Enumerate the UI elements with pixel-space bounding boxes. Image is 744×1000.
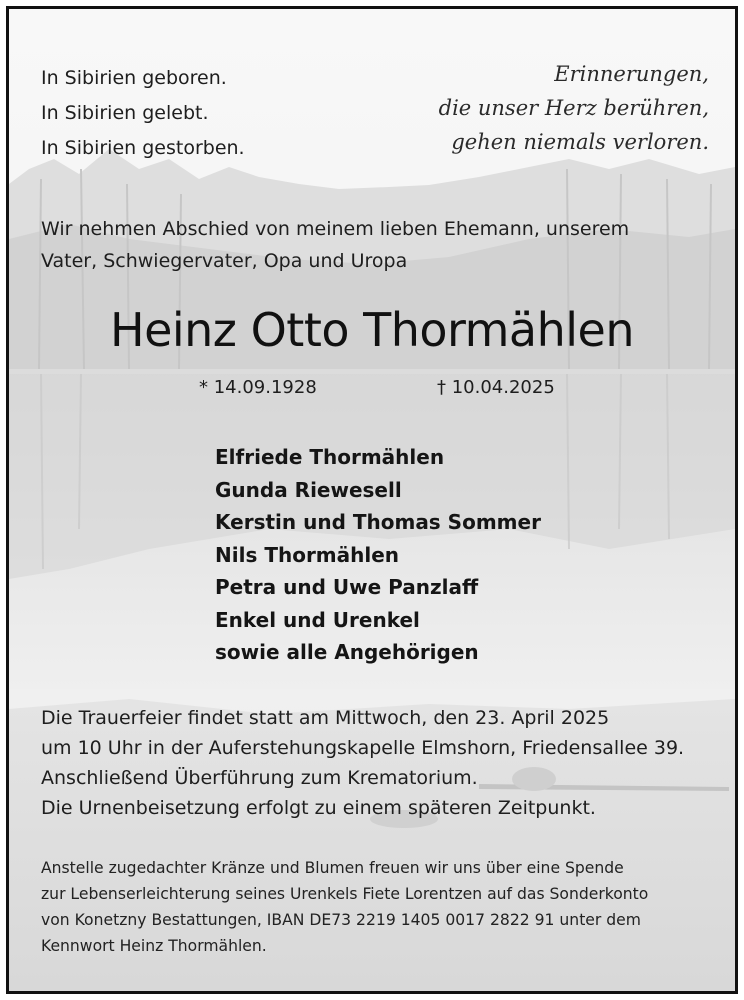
poem-left [41,61,245,166]
service-line: um 10 Uhr in der Auferstehungskapelle Elmshorn, Friedensallee 39. [41,737,685,759]
mourner-name: Petra und Uwe Panzlaff [215,575,479,599]
mourner-name: Enkel und Urenkel [215,607,420,632]
donation-line: Anstelle zugedachter Kränze und Blumen freuen wir uns über eine Spende [41,859,624,877]
obituary-notice [6,6,738,994]
mourner-name: Gunda Riewesell [215,477,402,502]
farewell-intro [41,213,721,277]
mourners-list [215,441,541,669]
service-line: Die Urnenbeisetzung erfolgt zu einem späteren Zeitpunkt. [41,797,596,819]
donation-info [41,855,731,959]
poem-left-line: In Sibirien geboren. [41,67,227,89]
mourner-name: Elfriede Thormählen [215,445,445,469]
service-line: Anschließend Überführung zum Krematorium. [41,767,478,789]
deceased-name: Heinz Otto Thormählen [109,303,635,357]
intro-line: Vater, Schwiegervater, Opa und Uropa [41,250,408,272]
donation-line: zur Lebenserleichterung seines Urenkels Fiete Lorentzen auf das Sonderkonto [41,885,649,903]
mourner-name: Kerstin und Thomas Sommer [215,510,541,534]
mourner-name: Nils Thormählen [215,542,400,567]
mourner-name: sowie alle Angehörigen [215,640,479,664]
death-date: † 10.04.2025 [437,377,555,398]
poem-right-line: gehen niemals verloren. [451,130,709,154]
poem-right-line: Erinnerungen, [554,62,709,86]
donation-line: von Konetzny Bestattungen, IBAN DE73 2219 1405 0017 2822 91 unter dem [41,911,641,929]
funeral-service-info [41,703,731,823]
service-line: Die Trauerfeier findet statt am Mittwoch, den 23. April 2025 [41,707,610,729]
poem-left-line: In Sibirien gelebt. [41,102,209,124]
donation-line: Kennwort Heinz Thormählen. [41,937,267,955]
intro-line: Wir nehmen Abschied von meinem lieben Ehemann, unserem [41,218,630,240]
poem-right [439,57,709,159]
birth-date: * 14.09.1928 [199,377,317,398]
poem-left-line: In Sibirien gestorben. [41,137,245,159]
poem-right-line: die unser Herz berühren, [438,96,709,120]
